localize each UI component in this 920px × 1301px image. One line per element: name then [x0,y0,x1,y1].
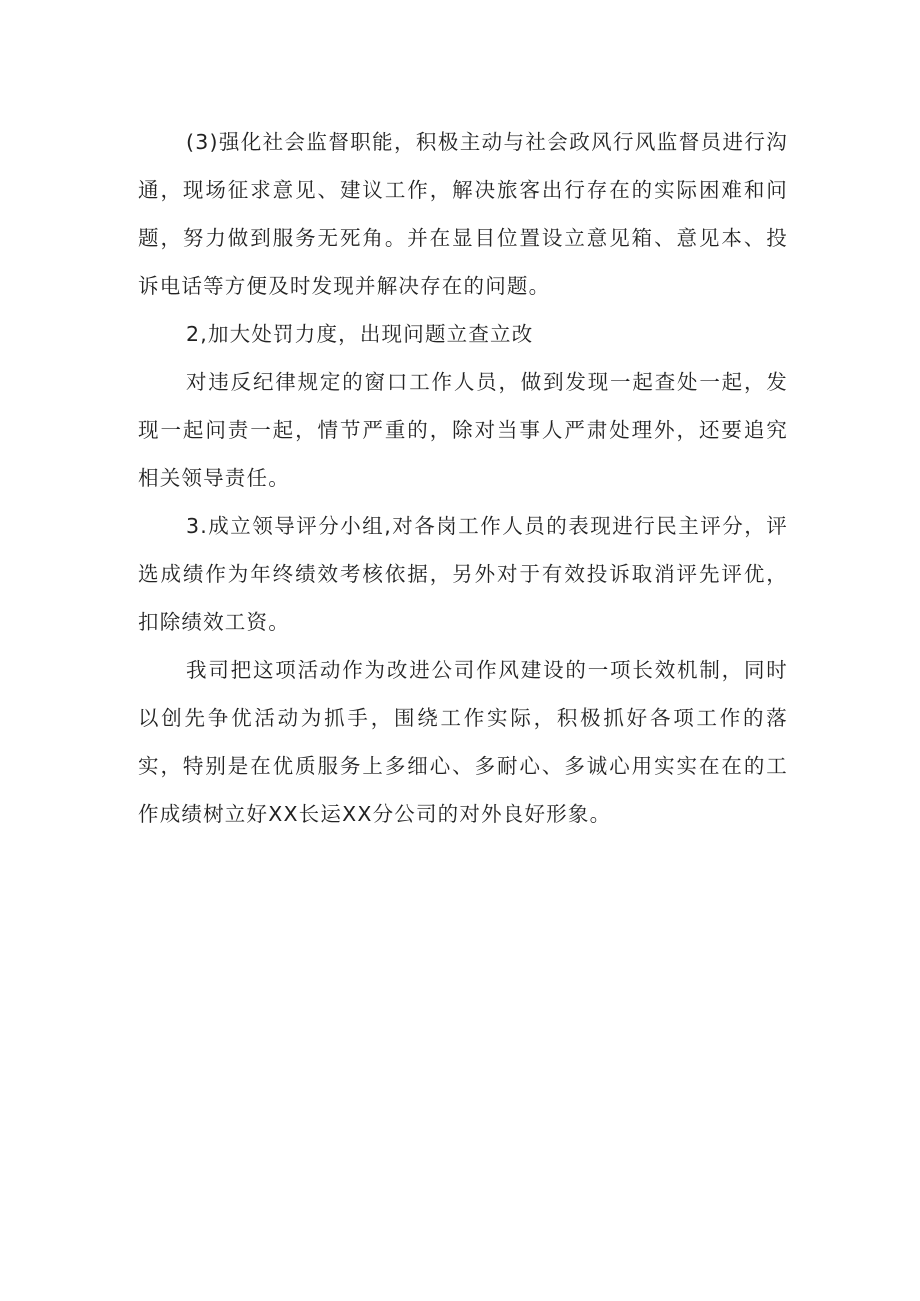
document-body [138,118,788,838]
paragraph-evaluation-group: 3.成立领导评分小组,对各岗工作人员的表现进行民主评分，评选成绩作为年终绩效考核依据，另外对于有效投诉取消评先评优，扣除绩效工资。 [138,514,788,634]
paragraph-discipline: 对违反纪律规定的窗口工作人员，做到发现一起查处一起，发现一起问责一起，情节严重的，除对当事人严肃处理外，还要追究相关领导责任。 [138,370,788,490]
paragraph-social-supervision: (3)强化社会监督职能，积极主动与社会政风行风监督员进行沟通，现场征求意见、建议工作，解决旅客出行存在的实际困难和问题，努力做到服务无死角。并在显目位置设立意见箱、意见本、投诉电话等方便及时发现并解决存在的问题。 [138,130,788,298]
paragraph-long-term-mechanism: 我司把这项活动作为改进公司作风建设的一项长效机制，同时以创先争优活动为抓手，围绕工作实际，积极抓好各项工作的落实，特别是在优质服务上多细心、多耐心、多诚心用实实在在的工作成绩树立好XX长运XX分公司的对外良好形象。 [138,658,788,826]
paragraph-heading-penalty: 2,加大处罚力度，出现问题立查立改 [186,322,534,346]
